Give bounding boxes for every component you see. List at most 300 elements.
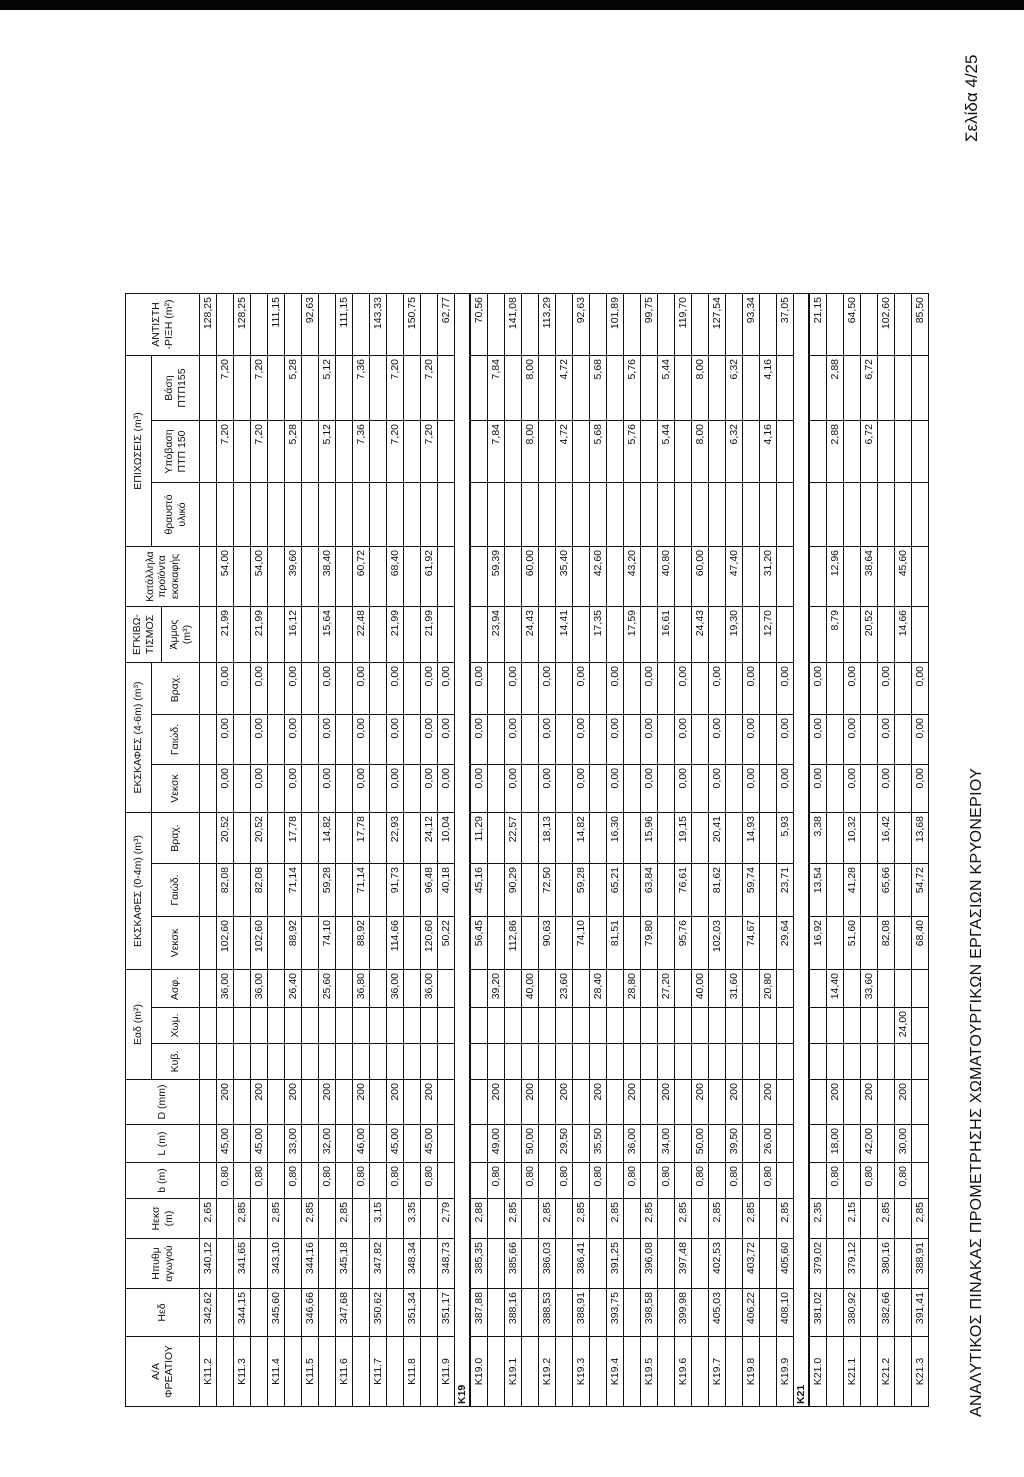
col-header-surface: Εαδ (m²) — [126, 970, 152, 1080]
cell-vasi: 8,00 — [522, 356, 539, 421]
cell-ypo — [302, 421, 319, 483]
cell-v46 — [556, 765, 573, 813]
cell-b04 — [760, 813, 777, 864]
cell-v46 — [658, 765, 675, 813]
cell-D — [878, 1080, 895, 1125]
cell-ground: 346,66 — [302, 1289, 319, 1337]
cell-ground — [522, 1289, 539, 1337]
cell-xom — [658, 1008, 675, 1044]
cell-b04 — [590, 813, 607, 864]
cell-b — [743, 1163, 760, 1199]
cell-hexc — [251, 1199, 268, 1239]
cell-thr — [912, 483, 929, 547]
cell-thr — [353, 483, 370, 547]
cell-sand — [573, 607, 590, 663]
cell-thr — [624, 483, 641, 547]
cell-xom — [285, 1008, 302, 1044]
cell-thr — [760, 483, 777, 547]
cell-g04 — [234, 864, 251, 917]
cell-xom — [861, 1008, 878, 1044]
cell-v46: 0,00 — [353, 765, 370, 813]
cell-kyv — [809, 1044, 827, 1080]
cell-hexc: 2,85 — [573, 1199, 590, 1239]
cell-asf: 36,00 — [251, 970, 268, 1008]
cell-g04 — [302, 864, 319, 917]
cell-sand — [675, 607, 692, 663]
cell-v46: 0,00 — [470, 765, 488, 813]
cell-ypo: 5,76 — [624, 421, 641, 483]
cell-fill — [438, 547, 455, 607]
cell-antist: 37,05 — [777, 294, 794, 356]
cell-b04: 15,96 — [641, 813, 658, 864]
cell-id: Κ19.1 — [505, 1337, 522, 1407]
table-body — [200, 294, 929, 1407]
segment-row — [522, 294, 539, 1407]
cell-g04: 59,28 — [319, 864, 336, 917]
cell-ground: 405,03 — [709, 1289, 726, 1337]
cell-b04: 18,13 — [539, 813, 556, 864]
cell-v04: 82,08 — [878, 917, 895, 970]
cell-g46 — [234, 715, 251, 765]
cell-ground — [285, 1289, 302, 1337]
cell-D — [743, 1080, 760, 1125]
cell-pipe: 386,41 — [573, 1239, 590, 1289]
cell-xom — [251, 1008, 268, 1044]
cell-sand: 14,66 — [895, 607, 912, 663]
cell-g46 — [268, 715, 285, 765]
col-header-v04: Vεκσκ — [152, 917, 200, 970]
col-header-exc46: ΕΚΣΚΑΦΕΣ (4-6m) (m³) — [126, 663, 152, 813]
cell-xom — [421, 1008, 438, 1044]
manhole-row — [878, 294, 895, 1407]
cell-v46: 0,00 — [319, 765, 336, 813]
quantities-table — [125, 293, 929, 1407]
cell-g04 — [488, 864, 505, 917]
cell-b46 — [590, 663, 607, 715]
cell-ypo — [641, 421, 658, 483]
cell-fill — [573, 547, 590, 607]
cell-ypo — [404, 421, 421, 483]
cell-ypo: 7,20 — [387, 421, 404, 483]
cell-thr — [709, 483, 726, 547]
cell-id — [488, 1337, 505, 1407]
cell-fill — [200, 547, 217, 607]
segment-row — [861, 294, 878, 1407]
cell-id — [658, 1337, 675, 1407]
cell-v46: 0,00 — [539, 765, 556, 813]
cell-v04: 95,76 — [675, 917, 692, 970]
col-header-v46: Vεκσκ — [152, 765, 200, 813]
cell-v46: 0,00 — [844, 765, 861, 813]
cell-pipe: 348,73 — [438, 1239, 455, 1289]
cell-b: 0,80 — [692, 1163, 709, 1199]
cell-L: 36,00 — [624, 1125, 641, 1163]
cell-id: Κ21.2 — [878, 1337, 895, 1407]
cell-v46 — [760, 765, 777, 813]
cell-g46 — [726, 715, 743, 765]
cell-b46: 0,00 — [539, 663, 556, 715]
col-header-l: L (m) — [126, 1125, 200, 1163]
cell-hexc — [827, 1199, 844, 1239]
manhole-row — [573, 294, 590, 1407]
cell-id: Κ11.4 — [268, 1337, 285, 1407]
cell-D: 200 — [556, 1080, 573, 1125]
cell-ground: 344,15 — [234, 1289, 251, 1337]
cell-fill — [641, 547, 658, 607]
cell-L — [743, 1125, 760, 1163]
cell-xom — [539, 1008, 556, 1044]
cell-vasi: 7,84 — [488, 356, 505, 421]
cell-b46: 0,00 — [743, 663, 760, 715]
segment-row — [692, 294, 709, 1407]
cell-thr — [251, 483, 268, 547]
group-row — [455, 294, 471, 1407]
cell-id — [522, 1337, 539, 1407]
cell-v04: 74,10 — [319, 917, 336, 970]
cell-pipe: 340,12 — [200, 1239, 217, 1289]
cell-sand — [404, 607, 421, 663]
cell-v04 — [726, 917, 743, 970]
cell-g04 — [861, 864, 878, 917]
cell-asf — [302, 970, 319, 1008]
cell-vasi: 4,16 — [760, 356, 777, 421]
cell-kyv — [302, 1044, 319, 1080]
cell-vasi — [302, 356, 319, 421]
cell-b46 — [488, 663, 505, 715]
cell-ground — [827, 1289, 844, 1337]
cell-g46 — [302, 715, 319, 765]
cell-vasi — [809, 356, 827, 421]
cell-v46: 0,00 — [878, 765, 895, 813]
cell-ypo — [709, 421, 726, 483]
cell-thr — [522, 483, 539, 547]
col-header-fill: Κατάλληλα προϊόντα εκσκαφής — [126, 547, 200, 607]
cell-asf — [878, 970, 895, 1008]
cell-asf — [336, 970, 353, 1008]
cell-vasi: 7,20 — [217, 356, 234, 421]
cell-antist — [421, 294, 438, 356]
cell-pipe: 380,16 — [878, 1239, 895, 1289]
cell-b04 — [336, 813, 353, 864]
cell-g46 — [827, 715, 844, 765]
cell-b04: 22,93 — [387, 813, 404, 864]
cell-b04: 10,04 — [438, 813, 455, 864]
page-number: Σελίδα 4/25 — [962, 54, 981, 142]
cell-kyv — [505, 1044, 522, 1080]
cell-asf — [607, 970, 624, 1008]
cell-antist: 127,54 — [709, 294, 726, 356]
cell-xom — [302, 1008, 319, 1044]
cell-kyv — [844, 1044, 861, 1080]
cell-g04 — [404, 864, 421, 917]
cell-ypo: 5,28 — [285, 421, 302, 483]
cell-ypo — [200, 421, 217, 483]
cell-fill: 60,72 — [353, 547, 370, 607]
cell-L — [505, 1125, 522, 1163]
cell-fill — [809, 547, 827, 607]
cell-thr — [234, 483, 251, 547]
cell-asf — [505, 970, 522, 1008]
cell-b46 — [692, 663, 709, 715]
cell-hexc — [522, 1199, 539, 1239]
cell-vasi: 5,44 — [658, 356, 675, 421]
cell-D — [675, 1080, 692, 1125]
cell-g46 — [336, 715, 353, 765]
cell-fill: 54,00 — [217, 547, 234, 607]
cell-v04: 50,22 — [438, 917, 455, 970]
cell-antist — [556, 294, 573, 356]
cell-thr — [200, 483, 217, 547]
cell-antist — [827, 294, 844, 356]
cell-ground — [353, 1289, 370, 1337]
cell-vasi — [675, 356, 692, 421]
manhole-row — [912, 294, 929, 1407]
cell-hexc: 2,85 — [336, 1199, 353, 1239]
cell-sand: 24,43 — [692, 607, 709, 663]
cell-xom — [556, 1008, 573, 1044]
cell-thr — [539, 483, 556, 547]
cell-sand: 15,64 — [319, 607, 336, 663]
cell-id — [421, 1337, 438, 1407]
cell-sand: 22,48 — [353, 607, 370, 663]
cell-b04: 16,30 — [607, 813, 624, 864]
cell-hexc — [353, 1199, 370, 1239]
cell-antist: 93,34 — [743, 294, 760, 356]
cell-antist: 141,08 — [505, 294, 522, 356]
cell-asf: 39,20 — [488, 970, 505, 1008]
cell-b46: 0,00 — [251, 663, 268, 715]
cell-b46 — [234, 663, 251, 715]
cell-b04: 24,12 — [421, 813, 438, 864]
cell-b04: 3,38 — [809, 813, 827, 864]
cell-xom — [353, 1008, 370, 1044]
cell-v46: 0,00 — [421, 765, 438, 813]
cell-xom — [760, 1008, 777, 1044]
cell-g04: 54,72 — [912, 864, 929, 917]
cell-g46: 0,00 — [421, 715, 438, 765]
cell-hexc: 2,88 — [470, 1199, 488, 1239]
cell-antist: 150,75 — [404, 294, 421, 356]
cell-L: 32,00 — [319, 1125, 336, 1163]
cell-pipe — [726, 1239, 743, 1289]
cell-g46: 0,00 — [709, 715, 726, 765]
cell-kyv — [692, 1044, 709, 1080]
cell-v46 — [234, 765, 251, 813]
cell-thr — [387, 483, 404, 547]
cell-antist: 99,75 — [641, 294, 658, 356]
cell-hexc — [861, 1199, 878, 1239]
cell-sand — [268, 607, 285, 663]
cell-v46 — [522, 765, 539, 813]
cell-pipe — [217, 1239, 234, 1289]
cell-b46 — [404, 663, 421, 715]
cell-pipe: 385,66 — [505, 1239, 522, 1289]
cell-kyv — [641, 1044, 658, 1080]
cell-b04: 10,32 — [844, 813, 861, 864]
cell-xom — [675, 1008, 692, 1044]
cell-antist — [522, 294, 539, 356]
cell-antist: 92,63 — [302, 294, 319, 356]
manhole-row — [675, 294, 692, 1407]
cell-g46: 0,00 — [573, 715, 590, 765]
cell-ground — [861, 1289, 878, 1337]
cell-v04: 81,51 — [607, 917, 624, 970]
col-header-pipe: Ηπυθμ αγωγού — [126, 1239, 200, 1289]
manhole-row — [641, 294, 658, 1407]
cell-ypo — [777, 421, 794, 483]
cell-b04 — [895, 813, 912, 864]
cell-fill — [268, 547, 285, 607]
cell-b46: 0,00 — [505, 663, 522, 715]
cell-v46: 0,00 — [438, 765, 455, 813]
cell-g46 — [370, 715, 387, 765]
cell-L — [234, 1125, 251, 1163]
cell-kyv — [438, 1044, 455, 1080]
cell-xom — [319, 1008, 336, 1044]
cell-asf — [200, 970, 217, 1008]
cell-g04 — [522, 864, 539, 917]
col-header-antist: ΑΝΤΙΣΤΗ -ΡΙΞΗ (m²) — [126, 294, 200, 356]
cell-id — [556, 1337, 573, 1407]
cell-b46 — [827, 663, 844, 715]
cell-pipe: 402,53 — [709, 1239, 726, 1289]
cell-asf — [895, 970, 912, 1008]
cell-vasi — [470, 356, 488, 421]
cell-b46 — [200, 663, 217, 715]
cell-asf — [470, 970, 488, 1008]
cell-kyv — [488, 1044, 505, 1080]
cell-ypo — [268, 421, 285, 483]
cell-v46: 0,00 — [675, 765, 692, 813]
cell-b46: 0,00 — [709, 663, 726, 715]
cell-ground: 388,91 — [573, 1289, 590, 1337]
cell-sand: 17,59 — [624, 607, 641, 663]
segment-row — [488, 294, 505, 1407]
cell-sand — [200, 607, 217, 663]
cell-id: Κ19.7 — [709, 1337, 726, 1407]
group-label: Κ21 — [794, 294, 810, 1407]
cell-hexc: 2,65 — [200, 1199, 217, 1239]
cell-b46: 0,00 — [217, 663, 234, 715]
cell-xom — [709, 1008, 726, 1044]
cell-xom — [404, 1008, 421, 1044]
cell-hexc: 2,85 — [912, 1199, 929, 1239]
cell-kyv — [336, 1044, 353, 1080]
cell-g04 — [658, 864, 675, 917]
cell-xom — [268, 1008, 285, 1044]
manhole-row — [200, 294, 217, 1407]
cell-antist: 128,25 — [200, 294, 217, 356]
cell-v46: 0,00 — [217, 765, 234, 813]
cell-g04: 96,48 — [421, 864, 438, 917]
cell-sand: 12,70 — [760, 607, 777, 663]
cell-thr — [556, 483, 573, 547]
cell-b04: 22,57 — [505, 813, 522, 864]
cell-fill — [607, 547, 624, 607]
cell-D: 200 — [353, 1080, 370, 1125]
cell-xom — [777, 1008, 794, 1044]
cell-g46 — [895, 715, 912, 765]
cell-v46: 0,00 — [607, 765, 624, 813]
cell-sand — [470, 607, 488, 663]
cell-vasi: 5,12 — [319, 356, 336, 421]
cell-antist — [692, 294, 709, 356]
cell-sand — [234, 607, 251, 663]
cell-thr — [726, 483, 743, 547]
cell-D — [809, 1080, 827, 1125]
cell-D: 200 — [895, 1080, 912, 1125]
cell-g46: 0,00 — [607, 715, 624, 765]
col-header-asf: Ασφ. — [152, 970, 200, 1008]
cell-fill — [539, 547, 556, 607]
cell-L — [777, 1125, 794, 1163]
cell-L: 39,50 — [726, 1125, 743, 1163]
cell-v04: 102,60 — [217, 917, 234, 970]
cell-v46 — [404, 765, 421, 813]
cell-sand: 8,79 — [827, 607, 844, 663]
cell-ground: 398,58 — [641, 1289, 658, 1337]
cell-thr — [692, 483, 709, 547]
cell-thr — [285, 483, 302, 547]
cell-thr — [421, 483, 438, 547]
col-header-xom: Χωμ. — [152, 1008, 200, 1044]
cell-pipe — [319, 1239, 336, 1289]
cell-L: 34,00 — [658, 1125, 675, 1163]
cell-g46 — [522, 715, 539, 765]
cell-xom — [217, 1008, 234, 1044]
cell-vasi: 7,20 — [387, 356, 404, 421]
cell-id: Κ19.6 — [675, 1337, 692, 1407]
cell-b46 — [268, 663, 285, 715]
cell-b46: 0,00 — [438, 663, 455, 715]
cell-b — [878, 1163, 895, 1199]
cell-ypo — [878, 421, 895, 483]
cell-D: 200 — [421, 1080, 438, 1125]
cell-v04 — [370, 917, 387, 970]
cell-v46: 0,00 — [809, 765, 827, 813]
cell-D — [912, 1080, 929, 1125]
cell-pipe — [353, 1239, 370, 1289]
cell-g04: 13,54 — [809, 864, 827, 917]
cell-b46: 0,00 — [607, 663, 624, 715]
col-header-kyv: Κυβ. — [152, 1044, 200, 1080]
cell-vasi — [234, 356, 251, 421]
cell-g04: 76,61 — [675, 864, 692, 917]
cell-thr — [878, 483, 895, 547]
cell-ground — [624, 1289, 641, 1337]
cell-pipe: 385,35 — [470, 1239, 488, 1289]
cell-b04: 19,15 — [675, 813, 692, 864]
cell-pipe: 348,34 — [404, 1239, 421, 1289]
cell-b04: 17,78 — [353, 813, 370, 864]
cell-xom — [505, 1008, 522, 1044]
cell-pipe — [658, 1239, 675, 1289]
cell-b — [539, 1163, 556, 1199]
cell-v04 — [624, 917, 641, 970]
cell-fill: 31,20 — [760, 547, 777, 607]
cell-sand: 20,52 — [861, 607, 878, 663]
cell-v04: 88,92 — [285, 917, 302, 970]
manhole-row — [268, 294, 285, 1407]
cell-b04: 20,41 — [709, 813, 726, 864]
cell-pipe — [251, 1239, 268, 1289]
cell-g46: 0,00 — [505, 715, 522, 765]
cell-kyv — [878, 1044, 895, 1080]
cell-thr — [861, 483, 878, 547]
segment-row — [421, 294, 438, 1407]
segment-row — [285, 294, 302, 1407]
cell-v46: 0,00 — [641, 765, 658, 813]
